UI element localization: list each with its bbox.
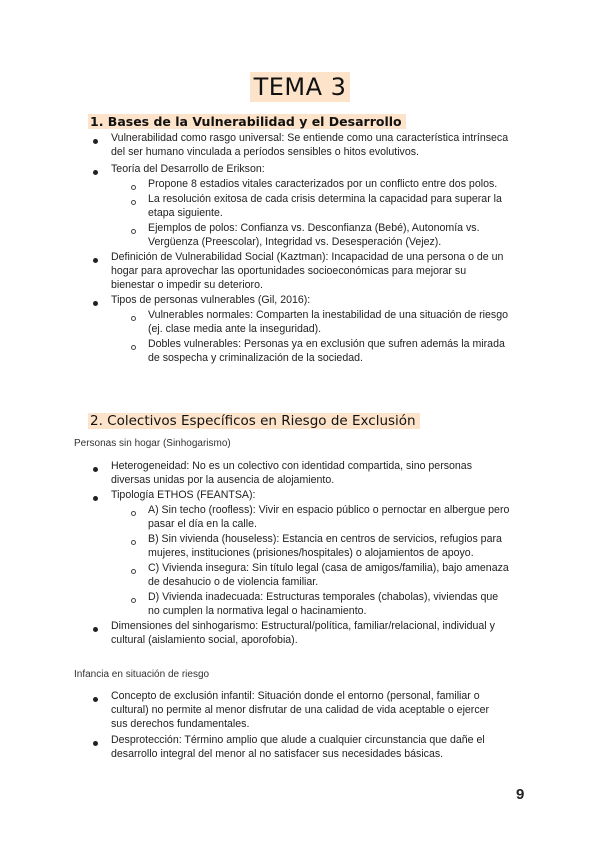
sub-item-sin-vivienda-l2: mujeres, instituciones (prisiones/hospitales) o alojamientos de apoyo.: [148, 547, 474, 559]
page-title: TEMA 3: [250, 72, 350, 102]
sub-bullet-circle: [131, 185, 136, 190]
sub-item-sin-techo-l1: A) Sin techo (roofless): Vivir en espacio público o pernoctar en albergue pero: [148, 504, 510, 516]
list-item-vulnerabilidad-l1: Vulnerabilidad como rasgo universal: Se entiende como una característica intrínseca: [111, 132, 509, 144]
list-item-dimensiones-l2: cultural (aislamiento social, aporofobia).: [111, 634, 298, 646]
list-item-kaztman-l2: hogar para aprovechar las oportunidades socioeconómicas para mejorar su: [111, 265, 467, 277]
list-item-exclusion-infantil-l2: cultural) no permite al menor disfrutar de una calidad de vida aceptable o ejercer: [111, 704, 490, 716]
sub-item-normales-l1: Vulnerables normales: Comparten la inestabilidad de una situación de riesgo: [148, 309, 509, 321]
list-item-kaztman-l1: Definición de Vulnerabilidad Social (Kaztman): Incapacidad de una persona o de un: [111, 251, 504, 263]
bullet-dot: [93, 139, 98, 144]
sub-item-inadecuada-l2: no cumplen la normativa legal o hacinamiento.: [148, 605, 367, 617]
list-item-dimensiones-l1: Dimensiones del sinhogarismo: Estructural/política, familiar/relacional, individual y: [111, 620, 495, 632]
list-item-tipos: Tipos de personas vulnerables (Gil, 2016):: [111, 294, 311, 306]
sub-item-dobles-l2: de sospecha y criminalización de la sociedad.: [148, 352, 363, 364]
list-item-exclusion-infantil-l1: Concepto de exclusión infantil: Situación donde el entorno (personal, familiar o: [111, 690, 480, 702]
list-item-erikson: Teoría del Desarrollo de Erikson:: [111, 163, 265, 175]
sub-item-sin-techo-l2: pasar el día en la calle.: [148, 518, 257, 530]
sub-item-sin-vivienda-l1: B) Sin vivienda (houseless): Estancia en centros de servicios, refugios para: [148, 533, 502, 545]
sub-bullet-circle: [131, 200, 136, 205]
bullet-dot: [93, 258, 98, 263]
sub-item-resolucion-l2: etapa siguiente.: [148, 207, 223, 219]
sub-bullet-circle: [131, 598, 136, 603]
bullet-dot: [93, 627, 98, 632]
sub-item-inadecuada-l1: D) Vivienda inadecuada: Estructuras temporales (chabolas), viviendas que: [148, 591, 499, 603]
list-item-kaztman-l3: bienestar o impedir su deterioro.: [111, 279, 263, 291]
section-2-heading-text: 2. Colectivos Específicos en Riesgo de Exclusión: [88, 413, 420, 429]
section-1-heading: [88, 112, 406, 132]
bullet-dot: [93, 170, 98, 175]
sub-item-estadios: Propone 8 estadios vitales caracterizados por un conflicto entre dos polos.: [148, 178, 498, 190]
bullet-dot: [93, 697, 98, 702]
bullet-dot: [93, 467, 98, 472]
bullet-dot: [93, 301, 98, 306]
sub-bullet-circle: [131, 316, 136, 321]
sub-item-insegura-l2: de desahucio o de violencia familiar.: [148, 576, 319, 588]
subheading-infancia: Infancia en situación de riesgo: [74, 669, 210, 680]
subheading-sinhogarismo: Personas sin hogar (Sinhogarismo): [74, 438, 231, 449]
list-item-exclusion-infantil-l3: sus derechos fundamentales.: [111, 718, 250, 730]
sub-bullet-circle: [131, 540, 136, 545]
bullet-dot: [93, 741, 98, 746]
page-number: 9: [516, 786, 525, 803]
section-1-heading-text: 1. Bases de la Vulnerabilidad y el Desarrollo: [88, 114, 406, 129]
sub-bullet-circle: [131, 345, 136, 350]
sub-item-polos-l1: Ejemplos de polos: Confianza vs. Desconfianza (Bebé), Autonomía vs.: [148, 222, 480, 234]
sub-bullet-circle: [131, 511, 136, 516]
list-item-desproteccion-l1: Desprotección: Término amplio que alude a cualquier circunstancia que dañe el: [111, 734, 485, 746]
bullet-dot: [93, 496, 98, 501]
sub-bullet-circle: [131, 229, 136, 234]
sub-bullet-circle: [131, 569, 136, 574]
sub-item-polos-l2: Vergüenza (Preescolar), Integridad vs. Desesperación (Vejez).: [148, 236, 442, 248]
list-item-heterogeneidad-l1: Heterogeneidad: No es un colectivo con identidad compartida, sino personas: [111, 460, 472, 472]
list-item-ethos: Tipología ETHOS (FEANTSA):: [111, 489, 256, 501]
sub-item-dobles-l1: Dobles vulnerables: Personas ya en exclusión que sufren además la mirada: [148, 338, 505, 350]
list-item-desproteccion-l2: desarrollo integral del menor al no satisfacer sus necesidades básicas.: [111, 748, 444, 760]
list-item-heterogeneidad-l2: diversas unidas por la ausencia de alojamiento.: [111, 474, 335, 486]
list-item-vulnerabilidad-l2: del ser humano vinculada a períodos sensibles o hitos evolutivos.: [111, 146, 419, 158]
sub-item-resolucion-l1: La resolución exitosa de cada crisis determina la capacidad para superar la: [148, 193, 502, 205]
sub-item-insegura-l1: C) Vivienda insegura: Sin título legal (casa de amigos/familia), bajo amenaza: [148, 562, 509, 574]
section-2-heading: [88, 411, 420, 431]
sub-item-normales-l2: (ej. clase media ante la inseguridad).: [148, 323, 322, 335]
